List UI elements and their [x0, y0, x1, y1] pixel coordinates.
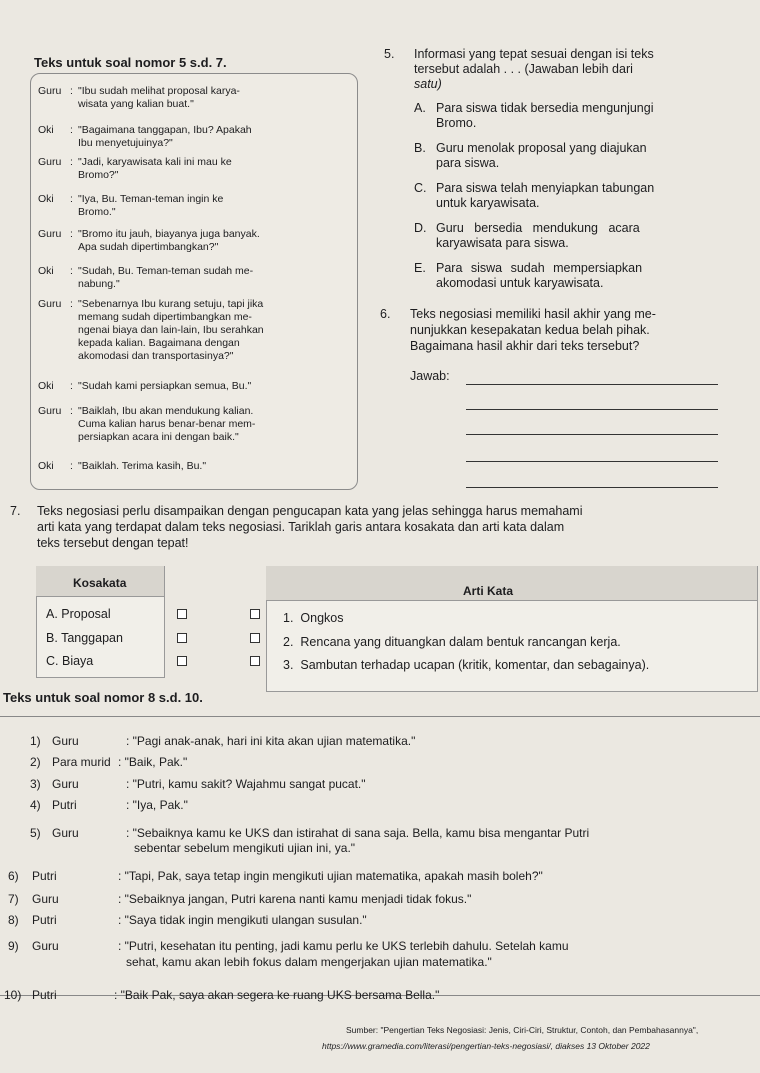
script-line: : "Tapi, Pak, saya tetap ingin mengikuti ujian matematika, apakah masih boleh?"	[118, 869, 543, 883]
option-text: Para siswa sudah mempersiapkan	[436, 261, 643, 275]
dialog-line: wisata yang kalian buat."	[78, 98, 194, 110]
dialog-line: ngenai biaya dan lain-lain, Ibu serahkan	[78, 324, 264, 336]
q5-option-c[interactable]	[414, 181, 655, 210]
option-label: D.	[414, 221, 427, 235]
arti-text: Rencana yang dituangkan dalam bentuk rancangan kerja.	[300, 635, 621, 649]
dialog-speaker: Oki	[38, 460, 54, 472]
script-number: 9)	[8, 939, 19, 953]
arti-item	[283, 635, 621, 649]
q6-text-line: nunjukkan kesepakatan kedua belah pihak.	[410, 323, 650, 337]
kosakata-word: Proposal	[61, 607, 111, 621]
option-text: karyawisata para siswa.	[436, 236, 569, 250]
q7-text-line: arti kata yang terdapat dalam teks negosiasi. Tariklah garis antara kosakata dan arti kata dalam	[37, 520, 565, 534]
kosakata-connector-box[interactable]	[177, 656, 187, 666]
script-line: : "Putri, kesehatan itu penting, jadi kamu perlu ke UKS terlebih dahulu. Setelah kamu	[118, 939, 569, 953]
arti-label: 1.	[283, 611, 294, 625]
kosakata-item	[46, 607, 111, 621]
arti-text: Ongkos	[300, 611, 344, 625]
option-label: E.	[414, 261, 426, 275]
colon: :	[70, 124, 73, 136]
q5-text-line: tersebut adalah . . . (Jawaban lebih dari	[414, 62, 633, 76]
script-number: 5)	[30, 826, 41, 840]
script-speaker: Putri	[32, 869, 57, 883]
q5-option-b[interactable]	[414, 141, 647, 170]
arti-connector-box[interactable]	[250, 656, 260, 666]
answer-line[interactable]	[466, 461, 718, 462]
kosakata-label: B.	[46, 631, 58, 645]
arti-connector-box[interactable]	[250, 609, 260, 619]
dialog-speaker: Oki	[38, 380, 54, 392]
source-citation: Sumber: "Pengertian Teks Negosiasi: Jenis, Ciri-Ciri, Struktur, Contoh, dan Pembahasannya",	[346, 1025, 699, 1035]
colon: :	[70, 460, 73, 472]
dialog-speaker: Guru	[38, 228, 62, 240]
dialog-line: "Sudah kami persiapkan semua, Bu."	[78, 380, 252, 392]
dialog-line: nabung."	[78, 278, 120, 290]
option-text: para siswa.	[436, 156, 500, 170]
script-number: 3)	[30, 777, 41, 791]
script-speaker: Para murid	[52, 755, 111, 769]
colon: :	[70, 405, 73, 417]
section-header-5-7: Teks untuk soal nomor 5 s.d. 7.	[34, 55, 227, 70]
dialog-speaker: Oki	[38, 265, 54, 277]
dialog-speaker: Guru	[38, 405, 62, 417]
option-text: Guru menolak proposal yang diajukan	[436, 141, 647, 155]
kosakata-label: A.	[46, 607, 58, 621]
q6-text-line: Teks negosiasi memiliki hasil akhir yang me-	[410, 307, 656, 321]
kosakata-header: Kosakata	[73, 576, 127, 590]
arti-item	[283, 658, 649, 672]
dialog-line: "Iya, Bu. Teman-teman ingin ke	[78, 193, 224, 205]
arti-label: 2.	[283, 635, 294, 649]
option-label: A.	[414, 101, 426, 115]
dialog-line: "Baiklah. Terima kasih, Bu."	[78, 460, 207, 472]
colon: :	[70, 156, 73, 168]
option-text: Bromo.	[436, 116, 477, 130]
script-speaker: Guru	[52, 826, 79, 840]
kosakata-item	[46, 654, 93, 668]
option-text: Guru bersedia mendukung acara	[436, 221, 640, 235]
colon: :	[70, 265, 73, 277]
script-speaker: Putri	[32, 913, 57, 927]
answer-line[interactable]	[466, 409, 718, 410]
arti-item	[283, 611, 343, 625]
arti-connector-box[interactable]	[250, 633, 260, 643]
dialog-speaker: Oki	[38, 124, 54, 136]
dialog-line: akomodasi dan transportasinya?"	[78, 350, 234, 362]
option-label: C.	[414, 181, 427, 195]
q5-text-line: Informasi yang tepat sesuai dengan isi teks	[414, 47, 654, 61]
script-line: sehat, kamu akan lebih fokus dalam mengerjakan ujian matematika."	[126, 955, 492, 969]
dialog-speaker: Guru	[38, 298, 62, 310]
dialog-line: persiapkan acara ini dengan baik."	[78, 431, 239, 443]
script-number: 2)	[30, 755, 41, 769]
script-line: : "Sebaiknya jangan, Putri karena nanti kamu menjadi tidak fokus."	[118, 892, 472, 906]
q6-text-line: Bagaimana hasil akhir dari teks tersebut?	[410, 339, 640, 353]
option-text: Para siswa telah menyiapkan tabungan	[436, 181, 655, 195]
q5-option-e[interactable]	[414, 261, 643, 290]
script-number: 7)	[8, 892, 19, 906]
dialog-speaker: Guru	[38, 156, 62, 168]
colon: :	[70, 298, 73, 310]
dialog-line: "Ibu sudah melihat proposal karya-	[78, 85, 240, 97]
q7-text-line: teks tersebut dengan tepat!	[37, 536, 189, 550]
dialog-line: Bromo."	[78, 206, 116, 218]
script-number: 6)	[8, 869, 19, 883]
colon: :	[70, 380, 73, 392]
colon: :	[70, 193, 73, 205]
dialog-line: memang sudah dipertimbangkan me-	[78, 311, 252, 323]
script-number: 1)	[30, 734, 41, 748]
source-url[interactable]: https://www.gramedia.com/literasi/pengertian-teks-negosiasi/, diakses 13 Oktober 2022	[322, 1041, 650, 1051]
q5-option-a[interactable]	[414, 101, 654, 130]
q7-text-line: Teks negosiasi perlu disampaikan dengan pengucapan kata yang jelas sehingga harus memahami	[37, 504, 583, 518]
script-line: : "Baik, Pak."	[118, 755, 188, 769]
kosakata-connector-box[interactable]	[177, 633, 187, 643]
script-line: : "Saya tidak ingin mengikuti ulangan susulan."	[118, 913, 367, 927]
option-text: untuk karyawisata.	[436, 196, 540, 210]
dialog-line: "Sudah, Bu. Teman-teman sudah me-	[78, 265, 254, 277]
script-line: sebentar sebelum mengikuti ujian ini, ya."	[134, 841, 356, 855]
script-speaker: Guru	[52, 734, 79, 748]
script-line: : "Pagi anak-anak, hari ini kita akan ujian matematika."	[126, 734, 416, 748]
kosakata-label: C.	[46, 654, 59, 668]
colon: :	[70, 85, 73, 97]
section-header-8-10: Teks untuk soal nomor 8 s.d. 10.	[3, 690, 203, 705]
script-line: : "Baik Pak, saya akan segera ke ruang UKS bersama Bella."	[114, 988, 440, 1002]
script-speaker: Guru	[32, 892, 59, 906]
q5-text-line: satu)	[414, 77, 442, 91]
arti-text: Sambutan terhadap ucapan (kritik, komentar, dan sebagainya).	[300, 658, 650, 672]
arti-label: 3.	[283, 658, 294, 672]
script-line: : "Sebaiknya kamu ke UKS dan istirahat di sana saja. Bella, kamu bisa mengantar Putri	[126, 826, 590, 840]
script-number: 4)	[30, 798, 41, 812]
q5-number: 5.	[384, 47, 395, 61]
dialog-line: "Baiklah, Ibu akan mendukung kalian.	[78, 405, 254, 417]
dialog-line: Cuma kalian harus benar-benar mem-	[78, 418, 256, 430]
colon: :	[70, 228, 73, 240]
script-line: : "Putri, kamu sakit? Wajahmu sangat pucat."	[126, 777, 366, 791]
dialog-speaker: Guru	[38, 85, 62, 97]
script-line: : "Iya, Pak."	[126, 798, 188, 812]
kosakata-word: Biaya	[61, 654, 94, 668]
dialog-line: Apa sudah dipertimbangkan?"	[78, 241, 219, 253]
script-speaker: Putri	[52, 798, 77, 812]
dialog-line: "Sebenarnya Ibu kurang setuju, tapi jika	[78, 298, 264, 310]
answer-line[interactable]	[466, 384, 718, 385]
dialog-line: Ibu menyetujuinya?"	[78, 137, 173, 149]
dialog-line: kepada kalian. Bagaimana dengan	[78, 337, 240, 349]
script-speaker: Guru	[52, 777, 79, 791]
answer-line[interactable]	[466, 434, 718, 435]
dialog-speaker: Oki	[38, 193, 54, 205]
answer-line[interactable]	[466, 487, 718, 488]
script-number: 8)	[8, 913, 19, 927]
dialog-line: "Bromo itu jauh, biayanya juga banyak.	[78, 228, 260, 240]
script-speaker: Putri	[32, 988, 57, 1002]
script-speaker: Guru	[32, 939, 59, 953]
q6-number: 6.	[380, 307, 391, 321]
dialog-line: Bromo?"	[78, 169, 119, 181]
option-text: Para siswa tidak bersedia mengunjungi	[436, 101, 654, 115]
kosakata-word: Tanggapan	[61, 631, 123, 645]
arti-header: Arti Kata	[463, 584, 514, 598]
q7-number: 7.	[10, 504, 21, 518]
option-label: B.	[414, 141, 426, 155]
q5-option-d[interactable]	[414, 221, 640, 250]
dialog-line: "Jadi, karyawisata kali ini mau ke	[78, 156, 232, 168]
option-text: akomodasi untuk karyawisata.	[436, 276, 604, 290]
kosakata-item	[46, 631, 123, 645]
script-number: 10)	[4, 988, 22, 1002]
kosakata-connector-box[interactable]	[177, 609, 187, 619]
dialog-line: "Bagaimana tanggapan, Ibu? Apakah	[78, 124, 252, 136]
q6-answer-label: Jawab:	[410, 369, 450, 383]
script-box	[0, 716, 760, 996]
